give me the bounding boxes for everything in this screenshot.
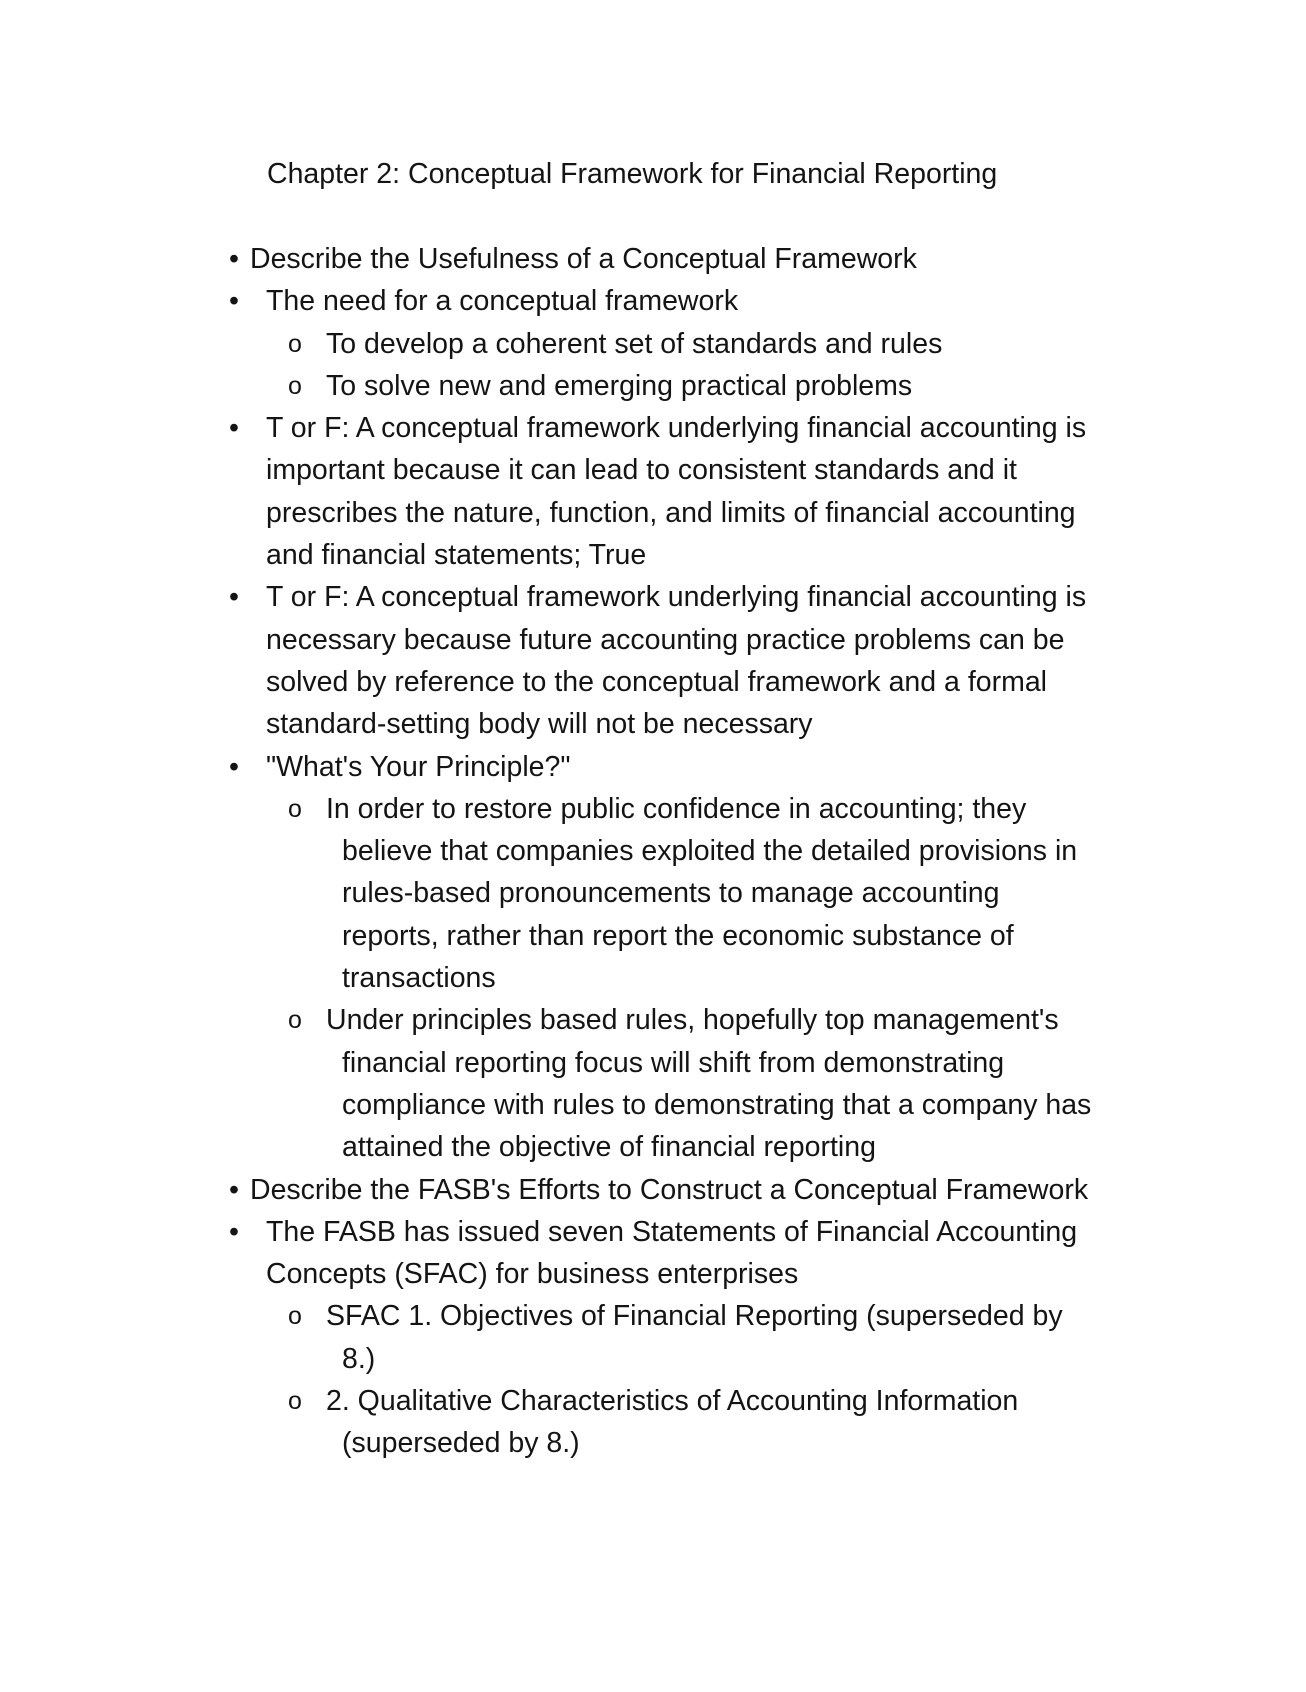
- sub-list-item-text: 2. Qualitative Characteristics of Accounting Information (superseded by 8.): [326, 1385, 1019, 1460]
- page-title: Chapter 2: Conceptual Framework for Financial Reporting: [267, 158, 998, 190]
- sub-list-item: o To develop a coherent set of standards and rules: [0, 323, 1102, 365]
- list-item: [0, 1211, 1096, 1296]
- list-item: [0, 1169, 1096, 1211]
- bullet-icon: •: [229, 581, 239, 614]
- sub-list-item-text: To develop a coherent set of standards and rules: [326, 327, 943, 360]
- sub-list-item: o In order to restore public confidence in accounting; they believe that companies exploited the detailed provisions in rules-based pronouncements to manage accounting reports, rather than report the economic substance of transactions: [0, 788, 1102, 999]
- sub-list-item: o 2. Qualitative Characteristics of Accounting Information (superseded by 8.): [0, 1380, 1102, 1465]
- list-item: [0, 280, 1096, 322]
- sub-list-item-text: SFAC 1. Objectives of Financial Reporting (superseded by 8.): [326, 1300, 1063, 1375]
- bullet-icon: •: [229, 412, 239, 445]
- bullet-icon: •: [229, 750, 239, 783]
- sub-list-item-text: To solve new and emerging practical problems: [326, 369, 913, 402]
- list-item: [0, 576, 1096, 745]
- bullet-icon: •: [229, 1173, 239, 1206]
- list-item: [0, 746, 1096, 788]
- list-item: [0, 238, 1096, 280]
- list-item: [0, 407, 1096, 576]
- list-item-text: T or F: A conceptual framework underlying financial accounting is necessary because future accounting practice problems can be solved by reference to the conceptual framework and a formal standard-setting body will not be necessary: [266, 581, 1087, 741]
- list-item-text: Describe the Usefulness of a Conceptual Framework: [250, 243, 917, 275]
- sub-list-item: o SFAC 1. Objectives of Financial Reporting (superseded by 8.): [0, 1295, 1102, 1380]
- list-item-text: Describe the FASB's Efforts to Construct a Conceptual Framework: [250, 1173, 1089, 1206]
- list-item-text: The need for a conceptual framework: [266, 285, 739, 318]
- list-item-text: T or F: A conceptual framework underlying financial accounting is important because it can lead to consistent standards and it prescribes the nature, function, and limits of financial accounting and financial statements; True: [266, 412, 1087, 572]
- bullet-icon: •: [229, 243, 239, 275]
- list-item-text: "What's Your Principle?": [266, 750, 571, 783]
- sub-list-item: o To solve new and emerging practical problems: [0, 365, 1102, 407]
- list-item-text: The FASB has issued seven Statements of Financial Accounting Concepts (SFAC) for business enterprises: [266, 1215, 1078, 1291]
- sub-list-item: o Under principles based rules, hopefully top management's financial reporting focus will shift from demonstrating compliance with rules to demonstrating that a company has attained the objective of financial reporting: [0, 999, 1102, 1168]
- bullet-icon: •: [229, 285, 239, 318]
- sub-list-item-text: In order to restore public confidence in accounting; they believe that companies exploited the detailed provisions in rules-based pronouncements to manage accounting reports, rather than report the economic substance of transactions: [326, 792, 1078, 995]
- outline-list: [0, 238, 1306, 1465]
- bullet-icon: •: [229, 1215, 239, 1248]
- sub-list-item-text: Under principles based rules, hopefully top management's financial reporting focus will shift from demonstrating compliance with rules to demonstrating that a company has attained the objective of financial reporting: [326, 1004, 1092, 1164]
